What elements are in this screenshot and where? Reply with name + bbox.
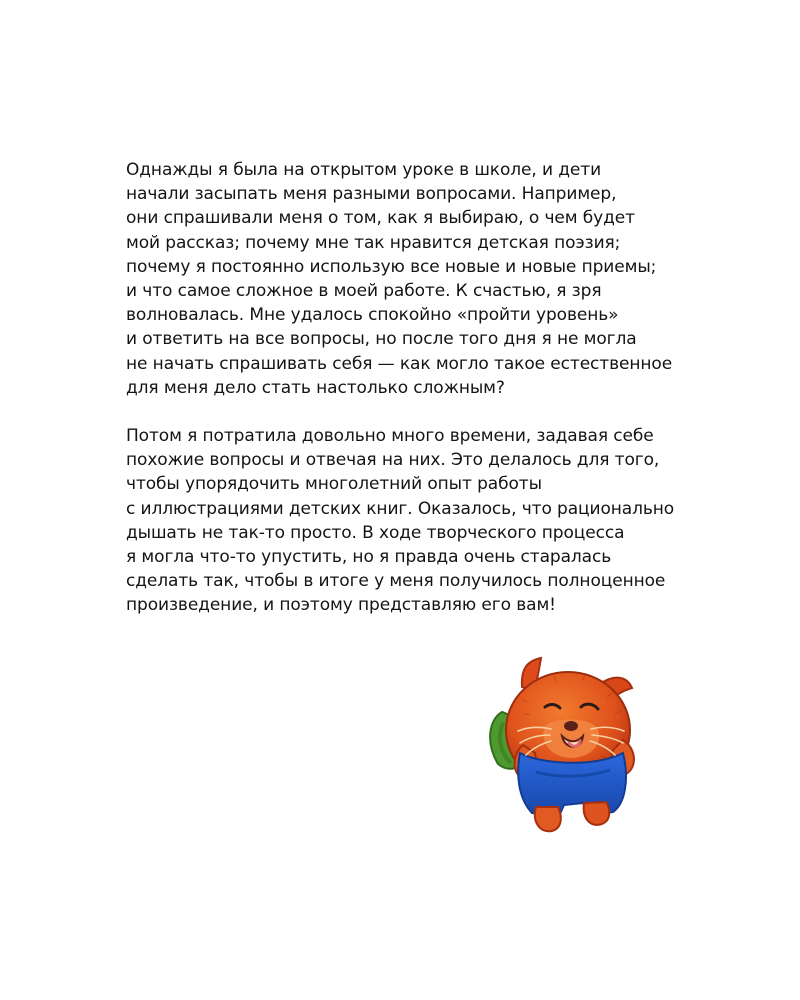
text-line: похожие вопросы и отвечая на них. Это делалось для того, [126, 450, 660, 471]
paragraph-2 [126, 424, 686, 618]
left-leg-shape [535, 807, 561, 831]
paragraph-1 [126, 158, 686, 400]
text-line: не начать спрашивать себя — как могло такое естественное [126, 353, 673, 374]
text-line: они спрашивали меня о том, как я выбираю, о чем будет [126, 208, 635, 229]
text-line: дышать не так-то просто. В ходе творческого процесса [126, 522, 625, 543]
text-line: и ответить на все вопросы, но после того дня я не могла [126, 329, 637, 350]
body-text [126, 158, 686, 618]
text-line: начали засыпать меня разными вопросами. Например, [126, 184, 617, 205]
text-line: сделать так, чтобы в итоге у меня получилось полноценное [126, 571, 666, 592]
text-line: с иллюстрациями детских книг. Оказалось, что рационально [126, 498, 675, 519]
text-line: волновалась. Мне удалось спокойно «пройти уровень» [126, 305, 619, 326]
cat-image [478, 652, 658, 837]
text-line: и что самое сложное в моей работе. К счастью, я зря [126, 281, 602, 302]
text-line: Однажды я была на открытом уроке в школе, и дети [126, 160, 602, 180]
text-line: Потом я потратила довольно много времени, задавая себе [126, 426, 654, 447]
nose-shape [564, 721, 578, 731]
text-line: мой рассказ; почему мне так нравится детская поэзия; [126, 232, 621, 253]
text-line: я могла что-то упустить, но я правда очень старалась [126, 547, 612, 568]
text-line: чтобы упорядочить многолетний опыт работы [126, 474, 542, 495]
text-line: для меня дело стать настолько сложным? [126, 377, 505, 398]
text-line: почему я постоянно использую все новые и новые приемы; [126, 256, 657, 277]
text-line: произведение, и поэтому представляю его вам! [126, 595, 556, 616]
overalls-shape [518, 753, 626, 816]
right-leg-shape [584, 802, 610, 825]
cat-illustration [478, 652, 658, 837]
